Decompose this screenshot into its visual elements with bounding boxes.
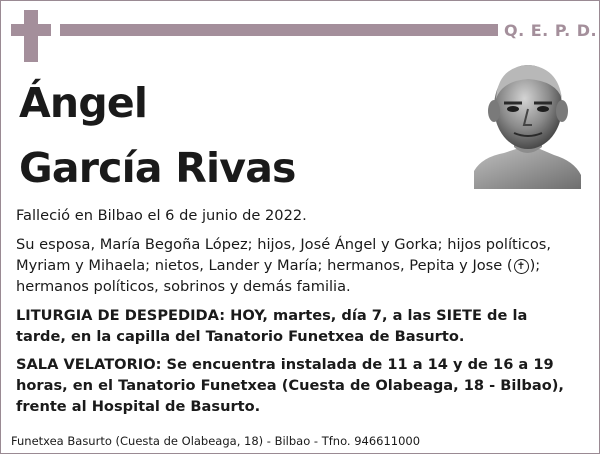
family-text-start: Su esposa, María Begoña López; hijos, José Ángel y Gorka; hijos políticos, Myriam y Mihaela; nietos, Lander y María; hermanos, Pepita y Jose ( [16, 236, 551, 274]
family-text-end: ); hermanos políticos, sobrinos y demás familia. [16, 257, 541, 295]
family-list [16, 234, 581, 297]
deceased-surname: García Rivas [19, 144, 296, 192]
wake-notice: SALA VELATORIO: Se encuentra instalada de 11 a 14 y de 16 a 19 horas, en el Tanatorio Funetxea (Cuesta de Olabeaga, 18 - Bilbao), frente al Hospital de Basurto. [16, 356, 564, 415]
cross-icon-bar [11, 24, 51, 36]
deceased-cross-icon: ✝ [514, 259, 529, 274]
deceased-first-name: Ángel [19, 79, 148, 127]
qepd-label: Q. E. P. D. [504, 21, 598, 40]
portrait-photo [474, 59, 581, 189]
liturgy-notice: LITURGIA DE DESPEDIDA: HOY, martes, día 7, a las SIETE de la tarde, en la capilla del Tanatorio Funetxea de Basurto. [16, 307, 528, 345]
funeral-home-contact: Funetxea Basurto (Cuesta de Olabeaga, 18) - Bilbao - Tfno. 946611000 [11, 434, 421, 448]
death-notice: Falleció en Bilbao el 6 de junio de 2022. [16, 207, 307, 224]
header-rule [60, 24, 498, 36]
cross-icon [24, 10, 38, 62]
portrait-image [474, 59, 581, 189]
